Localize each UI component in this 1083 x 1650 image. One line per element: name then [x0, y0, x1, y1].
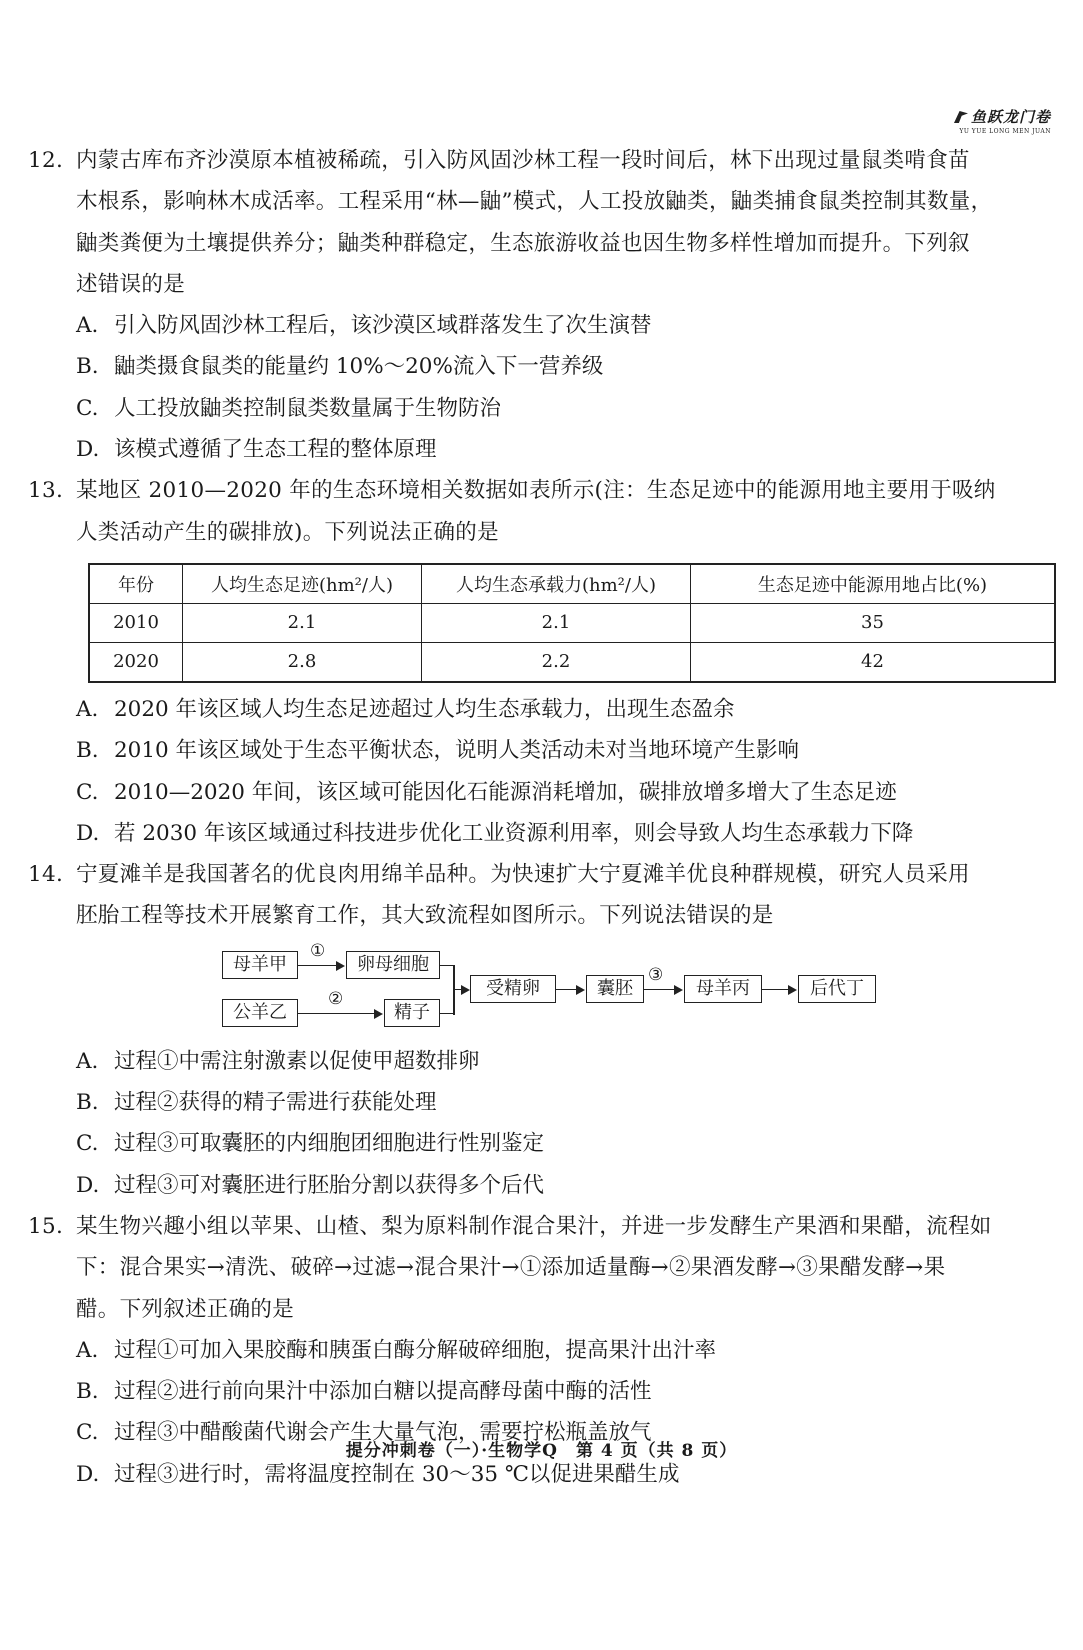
option-c[interactable] [28, 1123, 1058, 1164]
option-a[interactable] [28, 1041, 1058, 1082]
stem-line: 醋。下列叙述正确的是 [76, 1296, 295, 1322]
table-header: 生态足迹中能源用地占比(%) [691, 564, 1056, 604]
option-d[interactable] [28, 429, 1058, 470]
table-header: 人均生态足迹(hm²/人) [183, 564, 422, 604]
stem-line: 鼬类粪便为土壤提供养分；鼬类种群稳定，生态旅游收益也因生物多样性增加而提升。下列叙 [76, 230, 970, 256]
question-14 [28, 854, 1058, 1206]
option-text: 人工投放鼬类控制鼠类数量属于生物防治 [114, 395, 502, 421]
question-stem [28, 470, 1058, 511]
arrow-head-icon [674, 985, 683, 995]
sperm-box: 精子 [384, 999, 440, 1027]
arrow-line [644, 989, 676, 991]
option-text: 鼬类摄食鼠类的能量约 10%～20%流入下一营养级 [114, 354, 604, 380]
question-12 [28, 140, 1058, 470]
offspring-box: 后代丁 [798, 975, 876, 1003]
table-header: 人均生态承载力(hm²/人) [422, 564, 691, 604]
table-cell: 2.1 [183, 603, 422, 642]
option-letter: B. [76, 738, 99, 764]
blastocyst-box: 囊胚 [586, 975, 644, 1003]
arrow-head-icon [576, 985, 585, 995]
option-text: 2010 年该区域处于生态平衡状态，说明人类活动未对当地环境产生影响 [114, 738, 800, 764]
ewe-c-box: 母羊丙 [684, 975, 762, 1003]
page-content [28, 140, 1058, 1495]
stem-line: 人类活动产生的碳排放)。下列说法正确的是 [76, 519, 499, 545]
option-letter: A. [76, 1337, 99, 1363]
table-header-row [89, 564, 1055, 604]
stem-line: 某地区 2010—2020 年的生态环境相关数据如表所示(注：生态足迹中的能源用地主要用于吸纳 [76, 478, 996, 504]
fish-icon [954, 111, 968, 123]
option-text: 过程③进行时，需将温度控制在 30～35 ℃以促进果醋生成 [114, 1461, 680, 1487]
table-header: 年份 [89, 564, 183, 604]
option-letter: C. [76, 395, 99, 421]
option-letter: B. [76, 1379, 99, 1405]
option-text: 过程③可取囊胚的内细胞团细胞进行性别鉴定 [114, 1131, 545, 1157]
option-text: 过程①中需注射激素以促使甲超数排卵 [114, 1048, 480, 1074]
arrow-line [762, 989, 790, 991]
option-d[interactable] [28, 1165, 1058, 1206]
stem-line: 胚胎工程等技术开展繁育工作，其大致流程如图所示。下列说法错误的是 [76, 903, 774, 929]
stem-line: 述错误的是 [76, 271, 186, 297]
option-letter: A. [76, 313, 99, 339]
option-letter: D. [76, 1461, 100, 1487]
step-2-label: ② [328, 988, 344, 1009]
arrow-head-icon [336, 961, 345, 971]
option-text: 引入防风固沙林工程后，该沙漠区域群落发生了次生演替 [114, 313, 652, 339]
option-text: 2020 年该区域人均生态足迹超过人均生态承载力，出现生态盈余 [114, 696, 735, 722]
option-letter: B. [76, 1090, 99, 1116]
option-text: 2010—2020 年间，该区域可能因化石能源消耗增加，碳排放增多增大了生态足迹 [114, 779, 897, 805]
option-c[interactable] [28, 388, 1058, 429]
table-cell: 2.1 [422, 603, 691, 642]
ram-b-box: 公羊乙 [222, 999, 298, 1027]
connector-line [440, 965, 454, 967]
option-letter: D. [76, 437, 100, 463]
option-text: 过程②获得的精子需进行获能处理 [114, 1090, 437, 1116]
step-3-label: ③ [648, 964, 664, 985]
question-stem [28, 1206, 1058, 1247]
question-number: 14. [28, 862, 64, 888]
flow-diagram [28, 937, 1058, 1041]
publisher-logo [954, 106, 1051, 135]
arrow-head-icon [788, 985, 797, 995]
option-a[interactable] [28, 689, 1058, 730]
table-cell: 2020 [89, 642, 183, 682]
option-b[interactable] [28, 1082, 1058, 1123]
option-letter: C. [76, 1131, 99, 1157]
stem-line: 某生物兴趣小组以苹果、山楂、梨为原料制作混合果汁，并进一步发酵生产果酒和果醋，流程如 [76, 1213, 992, 1239]
option-b[interactable] [28, 730, 1058, 771]
question-stem [28, 140, 1058, 181]
option-text: 过程③中醋酸菌代谢会产生大量气泡，需要拧松瓶盖放气 [114, 1420, 652, 1446]
stem-line: 下：混合果实→清洗、破碎→过滤→混合果汁→①添加适量酶→②果酒发酵→③果醋发酵→果 [76, 1255, 946, 1281]
table-cell: 2010 [89, 603, 183, 642]
ewe-a-box: 母羊甲 [222, 951, 298, 979]
stem-line: 宁夏滩羊是我国著名的优良肉用绵羊品种。为快速扩大宁夏滩羊优良种群规模，研究人员采用 [76, 862, 970, 888]
table-cell: 2.2 [422, 642, 691, 682]
question-number: 15. [28, 1213, 64, 1239]
arrow-line [556, 989, 578, 991]
arrow-line [298, 965, 338, 967]
option-d[interactable] [28, 813, 1058, 854]
question-number: 13. [28, 478, 64, 504]
option-b[interactable] [28, 346, 1058, 387]
option-letter: B. [76, 354, 99, 380]
logo-subtext: YU YUE LONG MEN JUAN [959, 128, 1051, 135]
option-letter: A. [76, 696, 99, 722]
option-text: 若 2030 年该区域通过科技进步优化工业资源利用率，则会导致人均生态承载力下降 [114, 820, 914, 846]
option-text: 该模式遵循了生态工程的整体原理 [114, 437, 437, 463]
option-letter: C. [76, 1420, 99, 1446]
question-number: 12. [28, 148, 64, 173]
question-13 [28, 470, 1058, 854]
option-letter: D. [76, 820, 100, 846]
data-table [88, 563, 1056, 683]
arrow-head-icon [461, 985, 470, 995]
question-stem [28, 854, 1058, 895]
option-text: 过程①可加入果胶酶和胰蛋白酶分解破碎细胞，提高果汁出汁率 [114, 1337, 717, 1363]
option-letter: A. [76, 1048, 99, 1074]
option-c[interactable] [28, 772, 1058, 813]
step-1-label: ① [310, 940, 326, 961]
page-footer: 提分冲刺卷（一）·生物学Q 第 4 页（共 8 页） [345, 1441, 738, 1461]
stem-line: 木根系，影响林木成活率。工程采用“林—鼬”模式，人工投放鼬类，鼬类捕食鼠类控制其数量， [76, 189, 993, 215]
logo-text: 鱼跃龙门卷 [970, 108, 1051, 126]
option-letter: D. [76, 1172, 100, 1198]
option-text: 过程③可对囊胚进行胚胎分割以获得多个后代 [114, 1172, 545, 1198]
option-a[interactable] [28, 1330, 1058, 1371]
table-row [89, 603, 1055, 642]
connector-line [440, 1013, 454, 1015]
arrow-line [298, 1013, 376, 1015]
option-text: 过程②进行前向果汁中添加白糖以提高酵母菌中酶的活性 [114, 1379, 652, 1405]
table-cell: 35 [691, 603, 1056, 642]
oocyte-box: 卵母细胞 [346, 951, 440, 979]
option-b[interactable] [28, 1371, 1058, 1412]
option-a[interactable] [28, 305, 1058, 346]
zygote-box: 受精卵 [470, 975, 556, 1003]
stem-line: 内蒙古库布齐沙漠原本植被稀疏，引入防风固沙林工程一段时间后，林下出现过量鼠类啃食苗 [76, 148, 970, 173]
table-row [89, 642, 1055, 682]
table-cell: 42 [691, 642, 1056, 682]
table-cell: 2.8 [183, 642, 422, 682]
option-letter: C. [76, 779, 99, 805]
arrow-head-icon [374, 1009, 383, 1019]
